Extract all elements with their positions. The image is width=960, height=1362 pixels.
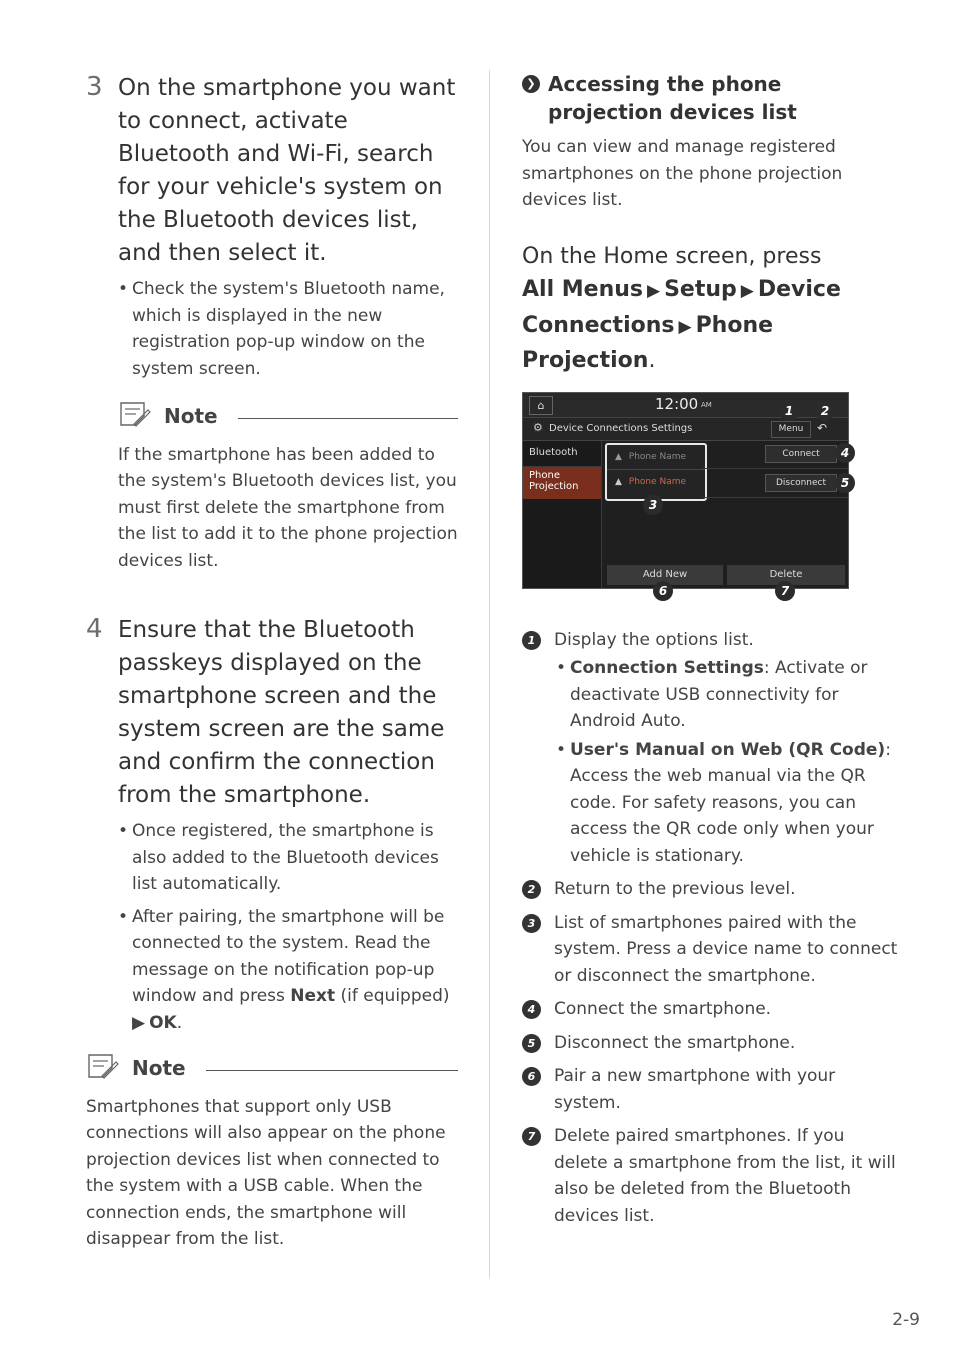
phone-item[interactable] [607,470,705,495]
legend-badge: 2 [522,880,541,899]
note-header [86,1052,458,1084]
section-title-text: Accessing the phone projection devices list [548,72,797,124]
step-4 [86,614,458,1036]
sub-bullet [554,737,902,870]
back-icon[interactable]: ↶ [817,420,828,435]
callout-5: 5 [835,473,855,493]
delete-button[interactable]: Delete [727,565,845,585]
arrow-icon: ▶ [132,1012,146,1033]
callout-legend [522,627,902,1230]
legend-item-4 [522,996,902,1023]
arrow-icon: ▶ [647,281,661,301]
menu-button[interactable]: Menu [771,421,811,438]
legend-item-2 [522,876,902,903]
note-icon [118,400,152,432]
device-connections-screenshot [522,392,850,598]
clock-ampm: AM [701,400,712,409]
legend-badge: 5 [522,1034,541,1053]
menu-path [522,240,902,378]
bullet-item: • Check the system's Bluetooth name, which is displayed in the new registration pop-up window on the system screen. [118,276,458,382]
note-title: Note [132,1056,186,1080]
legend-badge: 4 [522,1000,541,1019]
legend-badge: 6 [522,1067,541,1086]
path-step: Setup [664,277,737,302]
bullet-item [118,904,458,1037]
sidebar [523,441,602,588]
path-prefix: On the Home screen, press [522,243,822,269]
legend-badge: 1 [522,631,541,650]
legend-item-6 [522,1063,902,1116]
legend-text: Display the options list. [554,629,754,650]
home-icon[interactable]: ⌂ [529,396,553,415]
legend-item-7 [522,1123,902,1229]
path-step: Device Connections [522,277,841,338]
column-divider [489,70,490,1278]
page-number: 2-9 [892,1310,920,1330]
note-title: Note [164,404,218,428]
bullet-text: After pairing, the smartphone will be connected to the system. Read the message on the notification pop-up window and press [132,906,445,1007]
phone-item[interactable] [607,445,705,470]
phone-name: Phone Name [628,476,687,487]
gear-icon: ⚙ [533,420,543,434]
disconnect-button[interactable]: Disconnect [765,474,837,492]
left-column [86,70,458,1042]
sub-bullet-text: : Access the web manual via the QR code. For safety reasons, you can access the QR code only when your vehicle is stationary. [570,739,891,866]
callout-4: 4 [835,443,855,463]
legend-badge: 3 [522,914,541,933]
sub-bullet-label: User's Manual on Web (QR Code) [570,739,886,760]
step-text: Ensure that the Bluetooth passkeys displayed on the smartphone screen and the system screen are the same and confirm the connection from the smartphone. [118,617,445,809]
tab-phone-projection[interactable]: Phone Projection [523,467,601,499]
legend-item-1 [522,627,902,870]
row-divider [703,497,848,498]
sub-bullet-label: Connection Settings [570,658,764,678]
section-title [522,70,902,126]
arrow-icon: ▶ [678,316,692,337]
legend-text: Delete paired smartphones. If you delete a smartphone from the list, it will also be deleted from the Bluetooth devices list. [554,1126,896,1226]
callout-3: 3 [643,495,663,515]
arrow-icon: ▶ [740,281,754,301]
bullet-text: (if equipped) [335,986,450,1007]
phone-list[interactable] [605,443,707,501]
note-header [118,400,458,432]
callout-2: 2 [815,401,835,421]
chevron-circle-icon: ❯ [522,75,540,93]
right-column [522,70,902,1236]
legend-text: Pair a new smartphone with your system. [554,1066,836,1113]
warning-icon: ▲ [615,451,622,462]
legend-item-5 [522,1030,902,1057]
note-box-2 [86,1052,458,1252]
sub-bullet-text: : Activate or deactivate USB connectivity for Android Auto. [570,658,868,731]
note-box [86,400,458,574]
step-number: 3 [86,72,103,102]
legend-text: Disconnect the smartphone. [554,1032,796,1053]
note-rule [206,1070,458,1071]
phone-name: Phone Name [628,451,687,462]
status-bar [523,393,848,418]
legend-text: List of smartphones paired with the system. Press a device name to connect or disconnect the smartphone. [554,912,898,986]
path-step: Phone Projection [522,312,774,373]
row-divider [703,468,848,469]
clock: 12:00 [655,394,699,413]
legend-text: Connect the smartphone. [554,999,772,1019]
step-bullets [118,276,458,382]
note-icon [86,1052,120,1084]
bullet-item: • Once registered, the smartphone is also added to the Bluetooth devices list automatically. [118,818,458,898]
note-body: If the smartphone has been added to the system's Bluetooth devices list, you must first delete the smartphone from the list to add it to the phone projection devices list. [118,445,458,571]
step-text: On the smartphone you want to connect, activate Bluetooth and Wi-Fi, search for your vehicle's system on the Bluetooth devices list, and then select it. [118,75,456,266]
step-bullets [118,818,458,1036]
bullet-end: . [176,1012,183,1033]
legend-item-3 [522,910,902,990]
callout-1: 1 [779,401,799,421]
legend-sub-bullets [554,655,902,869]
path-end: . [648,348,656,373]
section-intro: You can view and manage registered smartphones on the phone projection devices list. [522,137,843,210]
ok-label: OK [149,1012,177,1033]
legend-text: Return to the previous level. [554,879,796,899]
path-step: All Menus [522,277,643,302]
sub-bullet [554,655,902,735]
warning-icon: ▲ [615,476,622,487]
note-rule [238,418,458,419]
step-3 [86,72,458,382]
tab-bluetooth[interactable]: Bluetooth [523,441,601,467]
settings-header [523,418,848,441]
step-number: 4 [86,614,103,645]
legend-badge: 7 [522,1127,541,1146]
note-body: Smartphones that support only USB connections will also appear on the phone projection devices list when connected to the system with a USB cable. When the connection ends, the smartphone will disappear from the list. [86,1097,446,1250]
next-label: Next [290,986,336,1007]
connect-button[interactable]: Connect [765,445,837,463]
add-new-button[interactable]: Add New [607,565,723,585]
callout-6: 6 [653,581,673,601]
callout-7: 7 [775,581,795,601]
settings-header-title: Device Connections Settings [549,422,693,434]
